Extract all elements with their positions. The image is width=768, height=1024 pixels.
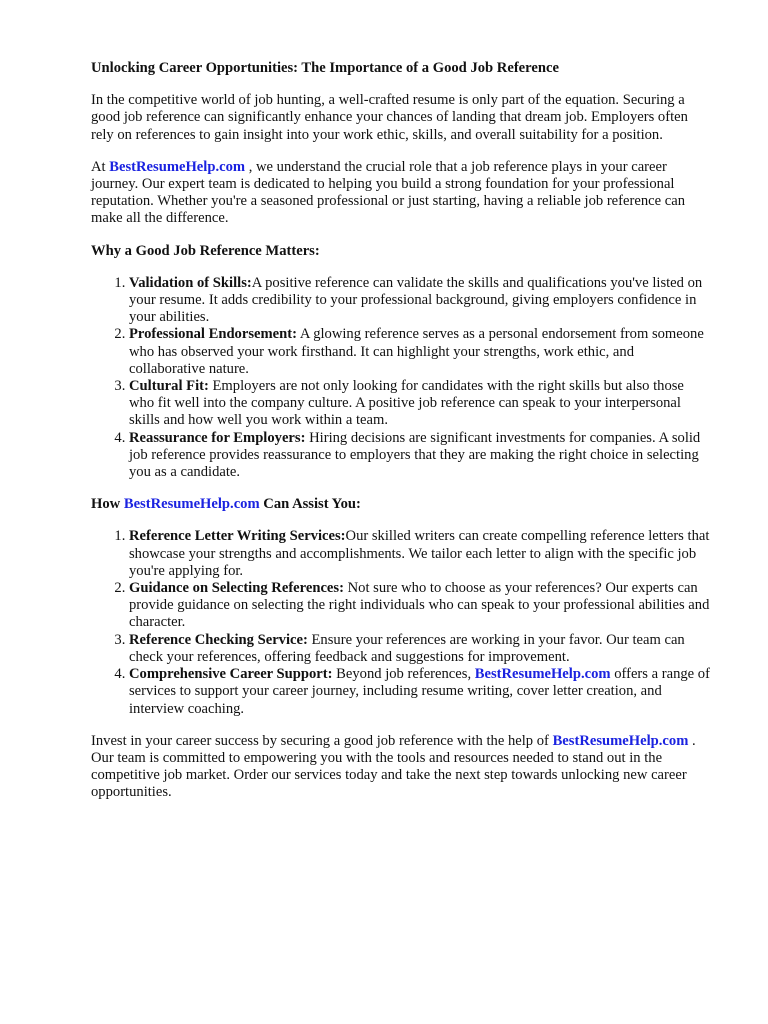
closing-paragraph <box>91 733 710 802</box>
how-heading-prefix: How <box>91 496 121 513</box>
item-text: A positive reference can validate the skills and qualifications you've listed on your resume. It adds credibility to your professional background, giving employers confidence in your abilities. <box>129 274 703 326</box>
item-term: Reference Checking Service: <box>129 631 308 648</box>
closing-prefix: Invest in your career success by securing a good job reference with the help of <box>91 732 549 749</box>
list-item <box>129 378 710 430</box>
list-item <box>129 666 710 718</box>
bestresumehelp-link[interactable]: BestResumeHelp.com <box>109 158 246 175</box>
item-text: offers a range of services to support your career journey, including resume writing, cover letter creation, and interview coaching. <box>129 666 710 717</box>
item-term: Reassurance for Employers: <box>129 429 306 446</box>
bestresumehelp-link[interactable]: BestResumeHelp.com <box>474 666 611 683</box>
item-term: Cultural Fit: <box>129 378 209 395</box>
item-term: Guidance on Selecting References: <box>129 580 344 597</box>
item-term: Reference Letter Writing Services: <box>129 528 346 545</box>
item-text: Our skilled writers can create compelling reference letters that showcase your strengths and accomplishments. We tailor each letter to align with the specific job you're applying for. <box>129 528 710 579</box>
document-title: Unlocking Career Opportunities: The Importance of a Good Job Reference <box>91 60 559 76</box>
list-item <box>129 580 710 632</box>
bestresumehelp-link[interactable]: BestResumeHelp.com <box>123 496 260 513</box>
item-text: Not sure who to choose as your references? Our experts can provide guidance on selecting the right individuals who can speak to your professional abilities and character. <box>129 580 710 631</box>
item-text: Employers are not only looking for candidates with the right skills but also those who fit well into the company culture. A positive job reference can speak to your interpersonal skills and how well you work within a team. <box>129 378 684 429</box>
how-heading-suffix: Can Assist You: <box>263 496 361 513</box>
about-paragraph <box>91 159 710 228</box>
item-term: Comprehensive Career Support: <box>129 666 333 683</box>
list-item <box>129 632 710 666</box>
item-text: Beyond job references, <box>336 666 472 683</box>
intro-paragraph: In the competitive world of job hunting, a well-crafted resume is only part of the equation. Securing a good job reference can significantly enhance your chances of landing that dream job. Employers often rely on references to gain insight into your work ethic, skills, and overall suitability for a position. <box>91 92 688 143</box>
list-item <box>129 430 710 482</box>
why-heading: Why a Good Job Reference Matters: <box>91 242 320 259</box>
bestresumehelp-link[interactable]: BestResumeHelp.com <box>552 732 689 749</box>
why-list <box>91 275 710 481</box>
about-prefix: At <box>91 158 106 175</box>
item-text: A glowing reference serves as a personal endorsement from someone who has observed your work firsthand. It can highlight your strengths, work ethic, and collaborative nature. <box>129 326 704 377</box>
how-heading <box>91 496 710 513</box>
item-text: Hiring decisions are significant investments for companies. A solid job reference provides reassurance to employers that they are making the right choice in selecting you as a candidate. <box>129 429 701 481</box>
list-item <box>129 528 710 580</box>
item-term: Validation of Skills: <box>129 274 252 291</box>
list-item <box>129 326 710 378</box>
how-list <box>91 528 710 717</box>
list-item <box>129 275 710 327</box>
about-suffix: , we understand the crucial role that a job reference plays in your career journey. Our expert team is dedicated to helping you build a strong foundation for your professional reputation. Whether you're a seasoned professional or just starting, having a reliable job reference can make all the difference. <box>91 158 685 227</box>
closing-suffix: . Our team is committed to empowering you with the tools and resources needed to stand out in the competitive job market. Order our services today and take the next step towards unlocking new career opportunities. <box>91 732 696 801</box>
item-text: Ensure your references are working in your favor. Our team can check your references, offering feedback and suggestions for improvement. <box>129 631 685 665</box>
item-term: Professional Endorsement: <box>129 326 297 343</box>
